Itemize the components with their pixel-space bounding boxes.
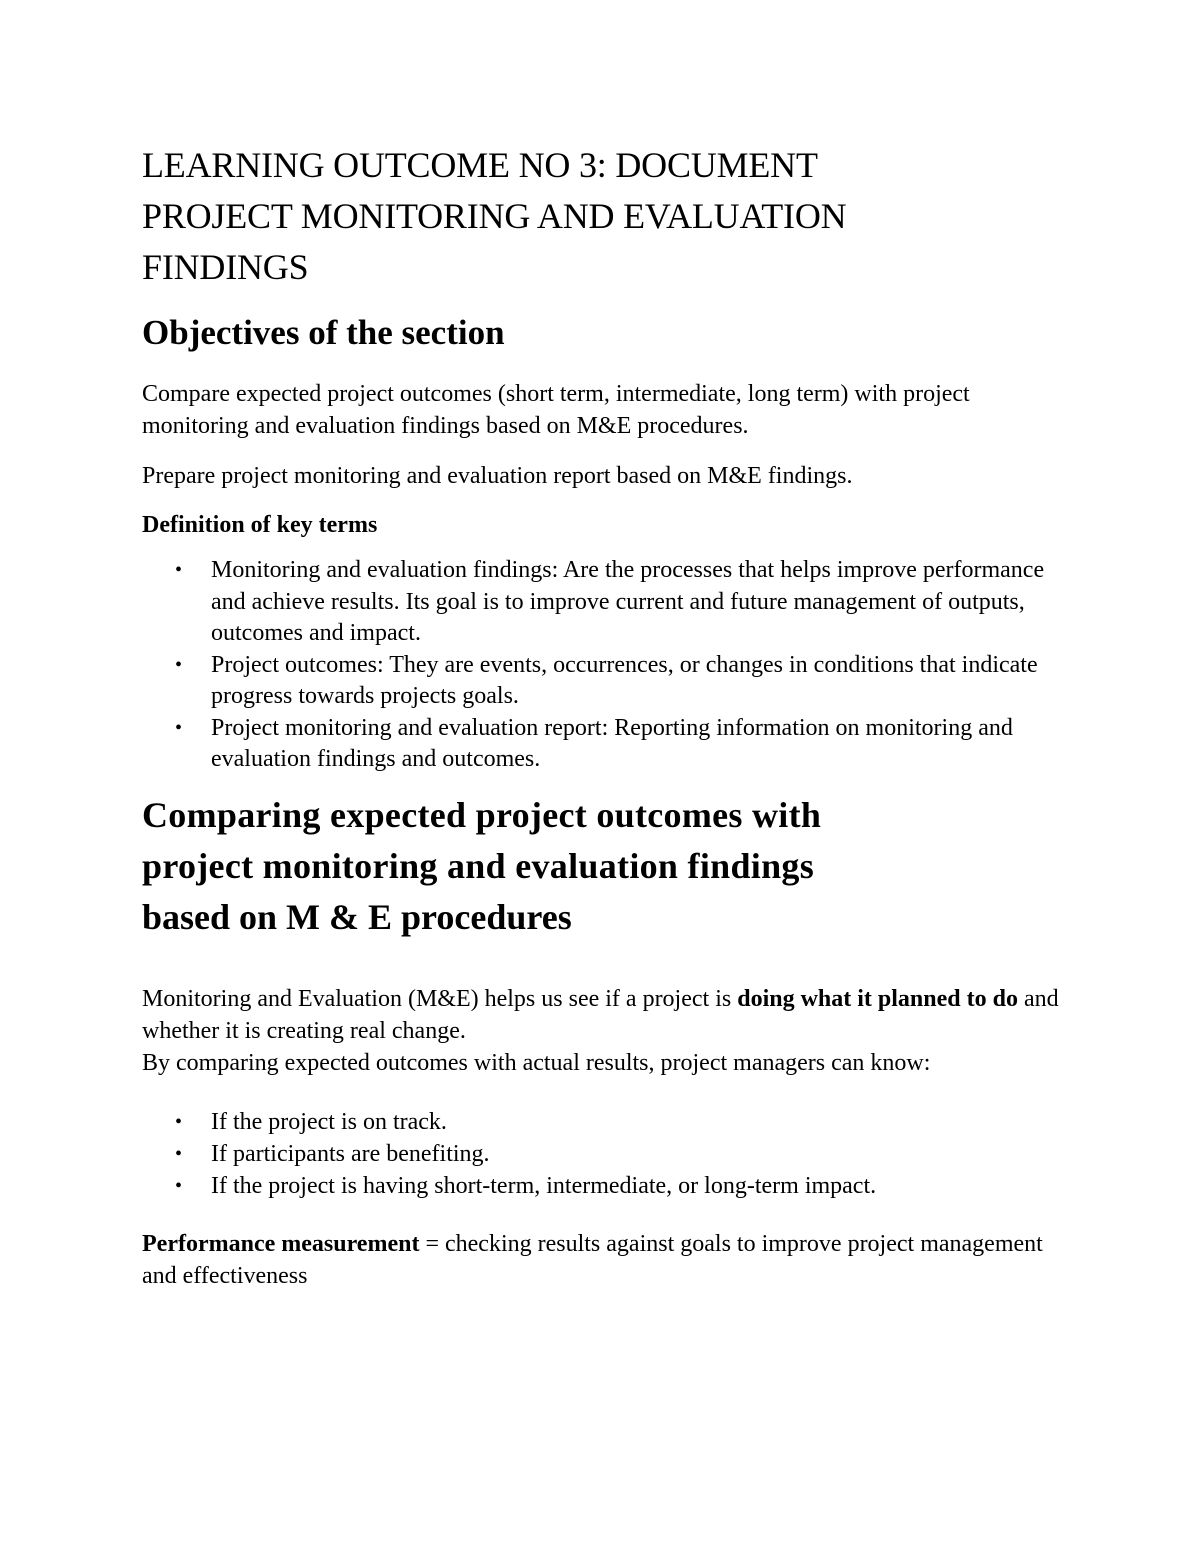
title-line-1: LEARNING OUTCOME NO 3: DOCUMENT xyxy=(142,145,818,185)
comparing-heading-line-2: project monitoring and evaluation findings xyxy=(142,845,815,886)
bullet-icon: • xyxy=(175,1142,183,1165)
bullet-icon: • xyxy=(175,716,183,739)
definition-text: Project outcomes: They are events, occurrences, or changes in conditions that indicate progress towards projects goals. xyxy=(211,651,1038,709)
list-item xyxy=(142,650,1062,713)
objectives-heading: Objectives of the section xyxy=(142,313,505,352)
bullet-icon: • xyxy=(175,653,183,676)
mande-intro-text-end: and whether it is creating real change. xyxy=(142,985,1059,1044)
document-page xyxy=(142,140,1062,1292)
comparing-heading-line-3: based on M & E procedures xyxy=(142,896,572,937)
objective-paragraph-1: Compare expected project outcomes (short term, intermediate, long term) with project monitoring and evaluation findings based on M&E procedures. xyxy=(142,381,970,439)
list-item xyxy=(142,1138,1062,1170)
list-item xyxy=(142,1170,1062,1202)
definitions-list xyxy=(142,555,1062,776)
comparing-heading xyxy=(142,790,1062,943)
performance-term: Performance measurement xyxy=(142,1230,420,1257)
know-item-text: If participants are benefiting. xyxy=(211,1140,490,1167)
definition-text: Project monitoring and evaluation report: Reporting information on monitoring and evaluation findings and outcomes. xyxy=(211,714,1013,772)
mande-intro-emphasis: doing what it planned to do xyxy=(737,985,1018,1012)
performance-definition: = checking results against goals to improve project management and effectiveness xyxy=(142,1230,1043,1289)
bullet-icon: • xyxy=(175,1110,183,1133)
performance-paragraph xyxy=(142,1228,1062,1292)
comparing-line: By comparing expected outcomes with actual results, project managers can know: xyxy=(142,1049,931,1076)
definition-text: Monitoring and evaluation findings: Are the processes that helps improve performance and achieve results. Its goal is to improve current and future management of outputs, outcomes and impact. xyxy=(211,557,1045,646)
list-item xyxy=(142,1106,1062,1138)
know-list xyxy=(142,1106,1062,1202)
bullet-icon: • xyxy=(175,1174,183,1197)
mande-intro-text: Monitoring and Evaluation (M&E) helps us see if a project is xyxy=(142,985,738,1012)
mande-intro-paragraph xyxy=(142,983,1062,1079)
page-title xyxy=(142,140,1062,293)
objective-paragraph-2: Prepare project monitoring and evaluation report based on M&E findings. xyxy=(142,463,853,489)
definitions-heading: Definition of key terms xyxy=(142,512,378,538)
list-item xyxy=(142,713,1062,776)
comparing-heading-line-1: Comparing expected project outcomes with xyxy=(142,794,822,835)
list-item xyxy=(142,555,1062,650)
title-line-3: FINDINGS xyxy=(142,247,309,287)
title-line-2: PROJECT MONITORING AND EVALUATION xyxy=(142,196,847,236)
bullet-icon: • xyxy=(175,559,183,581)
know-item-text: If the project is on track. xyxy=(211,1108,447,1135)
know-item-text: If the project is having short-term, intermediate, or long-term impact. xyxy=(211,1172,877,1199)
